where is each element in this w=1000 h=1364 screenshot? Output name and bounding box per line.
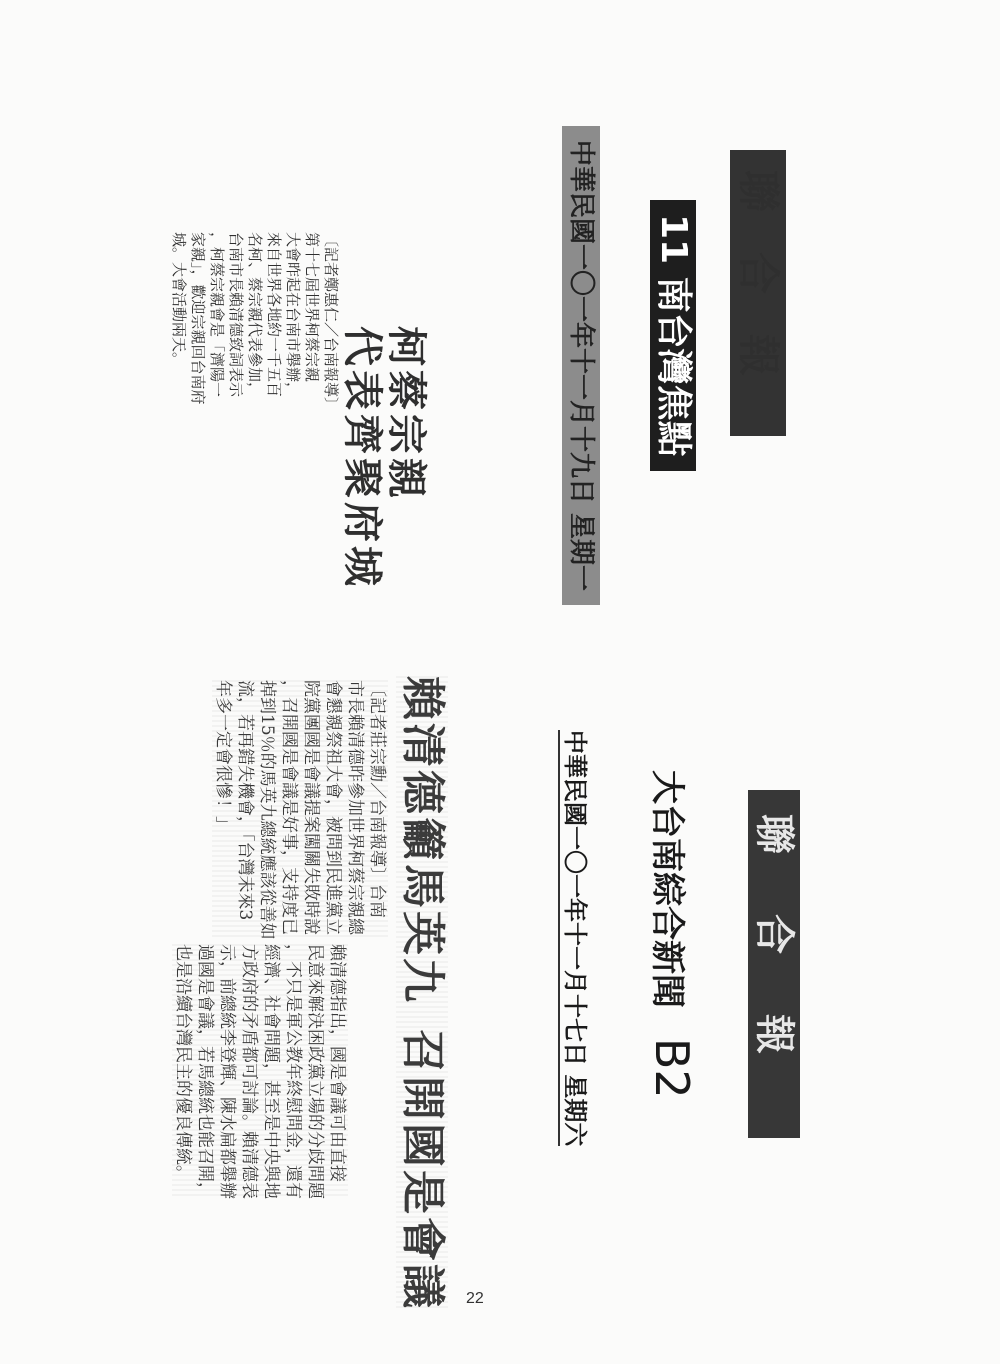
body-line: 〔記者莊宗勳／台南報導〕台南 (367, 680, 387, 918)
body-line: 第十七屆世界柯蔡宗親 (303, 232, 321, 383)
body-line: 流，若再錯失機會，「台灣未來3 (235, 680, 255, 921)
date-text: 中華民國一〇一年十一月十七日 星期六 (561, 730, 589, 1147)
publication-date (558, 730, 590, 1146)
article-headline (340, 326, 428, 590)
body-line: 院黨團國是會議提案闖關失敗時說 (301, 680, 321, 935)
section-header (650, 200, 696, 471)
newspaper-masthead (748, 790, 800, 1138)
body-line: 會懇親祭祖大會，被問到民進黨立 (323, 680, 343, 935)
body-line: 經濟、社會問題，甚至是中央與地 (261, 944, 281, 1199)
body-line: 年多一定會很慘！」 (213, 680, 233, 833)
date-text: 中華民國一〇一年十一月十九日 星期一 (566, 140, 596, 592)
headline-line-1: 賴清德籲馬英九 (397, 676, 448, 1005)
body-line: 示，前總統李登輝、陳水扁都舉辦 (217, 944, 237, 1199)
article-body (169, 232, 340, 412)
body-line: 名柯、蔡宗親代表參加， (246, 232, 264, 398)
page-number (466, 1290, 484, 1308)
newspaper-masthead (730, 150, 786, 436)
body-line: 城。大會活動兩天。 (170, 232, 188, 368)
section-title: 大台南綜合新聞 (647, 770, 687, 1008)
body-line: ，柯蔡宗親會是「濟陽一 (208, 232, 226, 398)
body-line: 掉到15％的馬英九總統應該從善如 (257, 680, 277, 940)
section-header (645, 770, 699, 1099)
body-line: 來自世界各地約一千五百 (265, 232, 283, 398)
masthead-text: 聯合報 (751, 814, 798, 1114)
publication-date (562, 126, 600, 605)
body-line: 民意來解決困政黨立場的分歧問題 (305, 944, 325, 1199)
body-line: 家親」，歡迎宗親回台南府 (189, 232, 207, 405)
body-line: 方政府的矛盾都可討論。賴清德表 (239, 944, 259, 1199)
article-body-part-2 (172, 944, 348, 1199)
headline-line-2: 代表齊聚府城 (339, 326, 386, 590)
article-body-part-1 (212, 680, 388, 940)
body-line: 台南市長賴清德致詞表示 (227, 232, 245, 398)
headline-line-2: 召開國是會議 (397, 1029, 448, 1311)
body-line: 大會昨起在台南市舉辦， (284, 232, 302, 398)
page-number-text: 22 (466, 1290, 484, 1307)
body-line: 市長賴清德昨參加世界柯蔡宗親總 (345, 680, 365, 935)
body-line: 過國是會議，若馬總統也能召開， (195, 944, 215, 1199)
body-line: ，召開國是會議是好事，支持度已 (279, 680, 299, 935)
body-line: 〔記者鄭惠仁／台南報導〕 (322, 232, 340, 413)
body-line: 也是沿續台灣民主的優良傳統。 (173, 944, 193, 1182)
body-line: ，不只是軍公教年終慰問金，還有 (283, 944, 303, 1199)
page-label: B2 (645, 1037, 699, 1099)
headline-line-1: 柯蔡宗親 (383, 326, 430, 502)
article-headline (396, 676, 448, 1311)
masthead-text: 聯合報 (734, 170, 783, 417)
section-title: 11 南台灣焦點 (653, 214, 694, 457)
body-line: 賴清德指出，國是會議可由直接 (327, 944, 347, 1182)
